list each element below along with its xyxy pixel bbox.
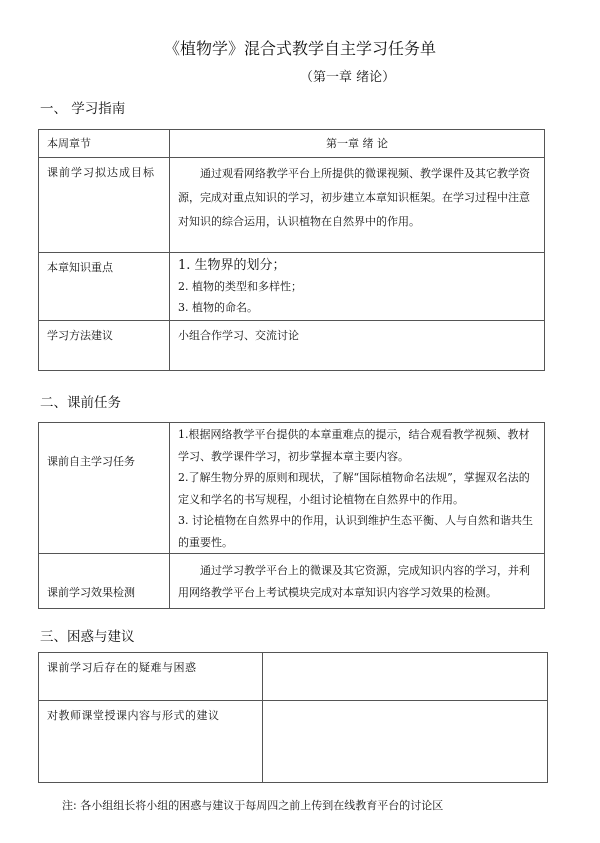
section-heading-feedback: 三、困惑与建议 [40, 629, 135, 645]
row-label: 课前学习拟达成目标 [39, 158, 170, 253]
difficulties-input[interactable] [263, 653, 548, 701]
suggestions-input[interactable] [263, 701, 548, 783]
task-item: 3. 讨论植物在自然界中的作用，认识到维护生态平衡、人与自然和谐共生的重要性。 [178, 514, 533, 549]
table-row [39, 158, 545, 253]
chapter-value: 第一章 绪 论 [170, 130, 545, 158]
task-item: 2.了解生物分界的原则和现状，了解“国际植物命名法规”，掌握双名法的定义和学名的书写规程，小组讨论植物在自然界中的作用。 [178, 471, 530, 506]
table-row [39, 554, 545, 609]
key-point-item: 1. 生物界的划分； [178, 258, 286, 273]
table-row [39, 701, 548, 783]
row-label: 课前学习后存在的疑难与困惑 [39, 653, 263, 701]
table-row [39, 423, 545, 554]
task-item: 1.根据网络教学平台提供的本章重难点的提示，结合观看教学视频、教材学习、教学课件学习，初步掌握本章主要内容。 [178, 428, 530, 463]
tasks-table [38, 422, 545, 609]
table-row [39, 253, 545, 321]
guide-table [38, 129, 545, 371]
row-label: 对教师课堂授课内容与形式的建议 [39, 701, 263, 783]
row-label: 本周章节 [39, 130, 170, 158]
section-heading-guide: 一、 学习指南 [40, 101, 126, 117]
row-label: 学习方法建议 [39, 321, 170, 371]
document-title: 《植物学》混合式教学自主学习任务单 [163, 39, 436, 58]
section-heading-tasks: 二、课前任务 [40, 395, 121, 411]
table-row [39, 130, 545, 158]
row-label: 本章知识重点 [39, 253, 170, 321]
goal-text: 通过观看网络教学平台上所提供的微课视频、教学课件及其它教学资源，完成对重点知识的学习，初步建立本章知识框架。在学习过程中注意对知识的综合运用，认识植物在自然界中的作用。 [170, 158, 545, 253]
table-row [39, 653, 548, 701]
document-subtitle: （第一章 绪论） [300, 70, 396, 85]
table-row [39, 321, 545, 371]
key-point-item: 3. 植物的命名。 [178, 301, 258, 314]
row-label: 课前学习效果检测 [39, 554, 170, 609]
method-text: 小组合作学习、交流讨论 [170, 321, 545, 371]
row-label: 课前自主学习任务 [39, 423, 170, 554]
feedback-table [38, 652, 548, 783]
key-point-item: 2. 植物的类型和多样性； [178, 280, 302, 293]
assessment-text: 通过学习教学平台上的微课及其它资源，完成知识内容的学习，并利用网络教学平台上考试模块完成对本章知识内容学习效果的检测。 [170, 554, 545, 609]
footnote: 注: 各小组组长将小组的困惑与建议于每周四之前上传到在线教育平台的讨论区 [62, 799, 444, 812]
